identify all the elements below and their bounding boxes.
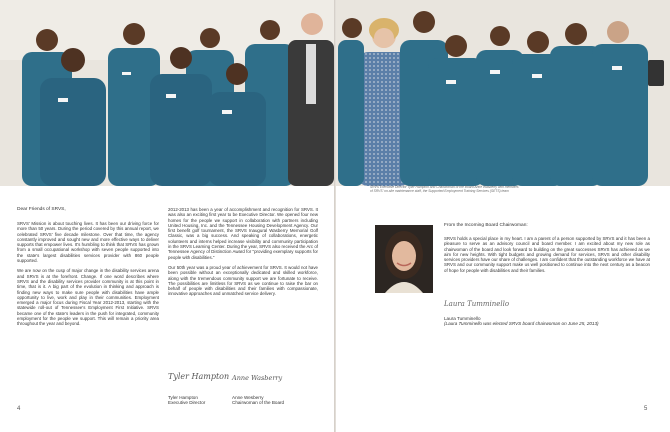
letter-paragraph: Our 50th year was a proud year of achievement for SRVS. It would not have been possible without an exceptionally dedicated and skilled workforce, along with the tremendous community support we are fortunate to receive. The possibilities are limitless for SRVS as we continue to raise the bar on behalf of people with disabilities and their families with compassionate, innovative approaches and unmatched service delivery. [168, 264, 318, 297]
tyler-signature: Tyler Hampton [168, 372, 230, 381]
letter-column-1 [17, 221, 159, 332]
tyler-name: Tyler Hampton [168, 395, 198, 400]
chairwoman-portrait [375, 225, 433, 293]
group-photo-right [336, 0, 670, 186]
anne-name: Anne Wesberry [232, 395, 264, 400]
salutation: Dear Friends of SRVS, [17, 207, 66, 212]
anne-signature-block [232, 395, 284, 406]
photo-caption: SRVS Executive Director Tyler Hampton and Chairwoman of the Board Anne Wasberry with members of SRVS' on-site maintenance staff, the Supported Employment Training Services (SETS) team [370, 185, 519, 194]
laura-note: (Laura Tumminello was elected SRVS board chairwoman on June 25, 2013) [444, 321, 599, 327]
anne-title: Chairwoman of the Board [232, 400, 285, 406]
anne-signature: Anne Wasberry [232, 374, 283, 382]
letter-column-2 [168, 207, 318, 302]
laura-signature-block [444, 316, 599, 327]
laura-name: Laura Tumminello [444, 316, 481, 321]
group-photo-left [0, 0, 334, 186]
tyler-title: Executive Director [168, 400, 206, 406]
page-number-right: 5 [644, 406, 648, 412]
tyler-signature-block [168, 395, 205, 406]
right-heading: From the Incoming Board Chairwoman: [444, 223, 528, 228]
laura-signature: Laura Tumminello [444, 300, 510, 308]
page-number-left: 4 [17, 406, 21, 412]
letter-paragraph: SRVS' Mission is about touching lives. It has been our driving force for more than 50 years. During the period covered by this annual report, we celebrated SRVS' five decade milestone. Over that time, the agency constantly improved and sought new and more effective ways to deliver supports that empower lives. It's humbling to think that SRVS has grown from a small occupational workshop with seven people supported into the state's largest disabilities services provider with 860 people supported. [17, 221, 159, 264]
letter-paragraph: 2012-2013 has been a year of accomplishment and recognition for SRVS. It was also an exciting first year to be Executive Director. We opened four new homes for the people we support in collaboration with partners including United Housing, Inc. and the Tennessee Housing Development Agency. Our first benefit golf tournament, the SRVS Inaugural Wasberry Memorial Golf Classic, was a big success. And speaking of collaborations, energetic volunteers and interns helped increase visibility and community participation in the SRVS Learning Center. During the year, SRVS also received the Arc of Tennessee Agency of Distinction Award for "providing exemplary supports for people with disabilities." [168, 207, 318, 260]
letter-paragraph: We are now on the cusp of major change in the disability services arena and SRVS is at the forefront. Change. If one word describes where SRVS and the disability services provider community is at this point in time, that is it. A big part of the evolution in thinking and approach is finding new ways to make sure people with disabilities have ample opportunity to live, work and play in their communities. Employment emerged a major focus during Fiscal Year 2012-2013, starting with the statewide roll-out of Tennessee's Employment First Initiative. SRVS became one of the state's leaders in the push for integrated, community employment for the people we support. This will remain a priority area throughout the year and beyond. [17, 268, 159, 327]
chairwoman-letter: SRVS holds a special place in my heart. I am a parent of a person supported by SRVS and it has been a pleasure to serve as an advisory council and board member. I am excited about my new role as chairwoman of the board and look forward to building on the great successes SRVS has achieved as we aim for new heights. With tight budgets and growing demand for services, SRVS and other disability services providers have our share of challenges. I am confident that the outstanding workforce we have at SRVS and our community support make us well positioned to continue into the next century as a beacon of hope for people with disabilities and their families. [444, 236, 650, 273]
